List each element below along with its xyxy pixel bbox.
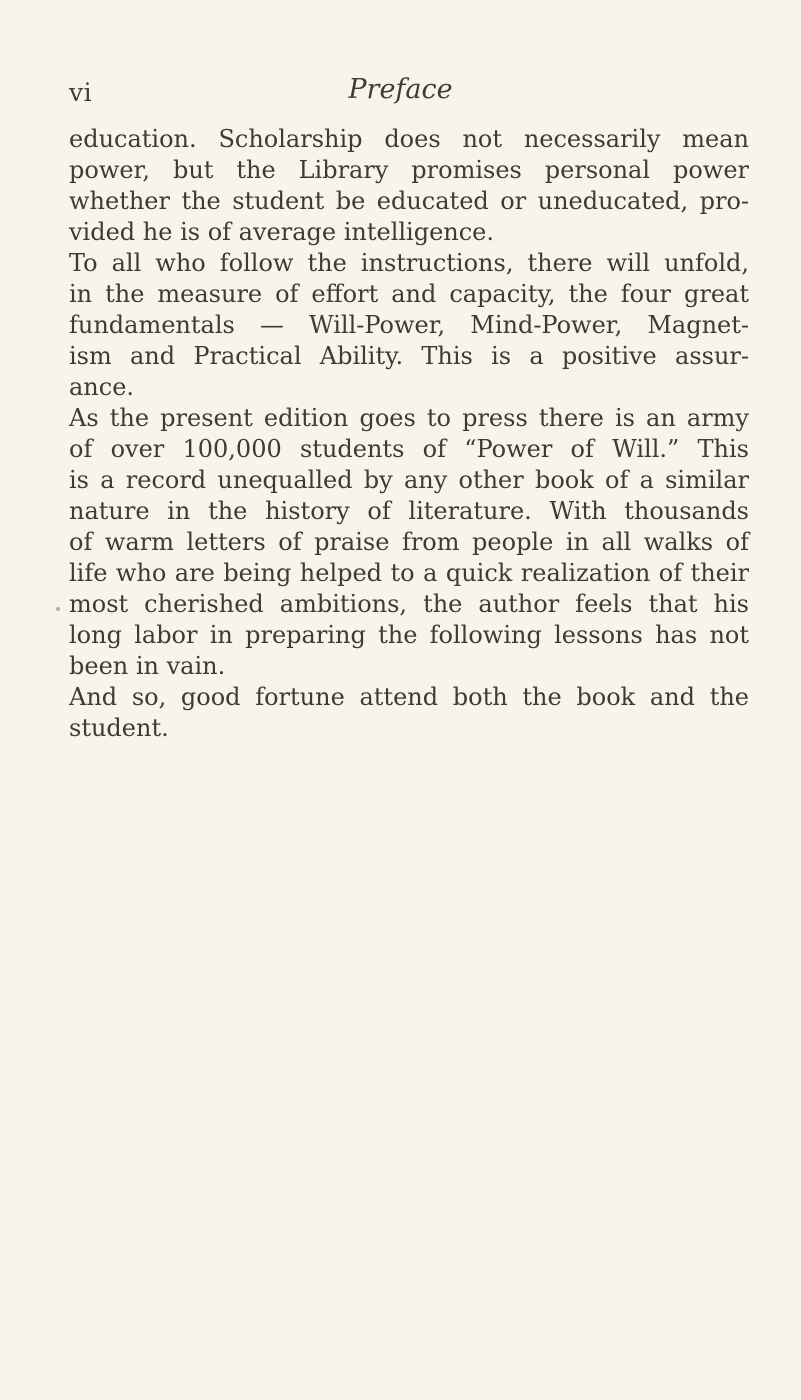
text-line: of over 100,000 students of “Power of Will.” This	[69, 435, 749, 463]
paragraph-1	[69, 124, 749, 248]
text-line: fundamentals — Will-Power, Mind-Power, Magnet-	[69, 311, 749, 339]
text-line: vided he is of average intelligence.	[69, 218, 495, 246]
text-line: is a record unequalled by any other book of a similar	[69, 466, 749, 494]
text-line: student.	[69, 714, 169, 742]
text-line: nature in the history of literature. With thousands	[69, 497, 749, 525]
text-line: And so, good fortune attend both the book and the	[69, 683, 749, 711]
running-title: Preface	[348, 74, 453, 105]
body-text	[69, 124, 749, 744]
text-line: education. Scholarship does not necessarily mean	[69, 125, 749, 153]
text-line: of warm letters of praise from people in all walks of	[69, 528, 749, 556]
text-line: life who are being helped to a quick realization of their	[69, 559, 749, 587]
text-line: whether the student be educated or uneducated, pro-	[69, 187, 749, 215]
paragraph-4	[69, 682, 749, 744]
text-line: ance.	[69, 373, 135, 401]
paragraph-2	[69, 248, 749, 403]
text-line: in the measure of effort and capacity, the four great	[69, 280, 749, 308]
text-line: most cherished ambitions, the author feels that his	[69, 590, 749, 618]
print-speck	[56, 607, 60, 611]
page-number: vi	[69, 78, 93, 107]
text-line: power, but the Library promises personal power	[69, 156, 749, 184]
text-line: As the present edition goes to press there is an army	[69, 404, 749, 432]
text-line: long labor in preparing the following lessons has not	[69, 621, 749, 649]
text-line: To all who follow the instructions, there will unfold,	[69, 249, 749, 277]
text-line: been in vain.	[69, 652, 226, 680]
paragraph-3	[69, 403, 749, 682]
text-line: ism and Practical Ability. This is a positive assur-	[69, 342, 749, 370]
